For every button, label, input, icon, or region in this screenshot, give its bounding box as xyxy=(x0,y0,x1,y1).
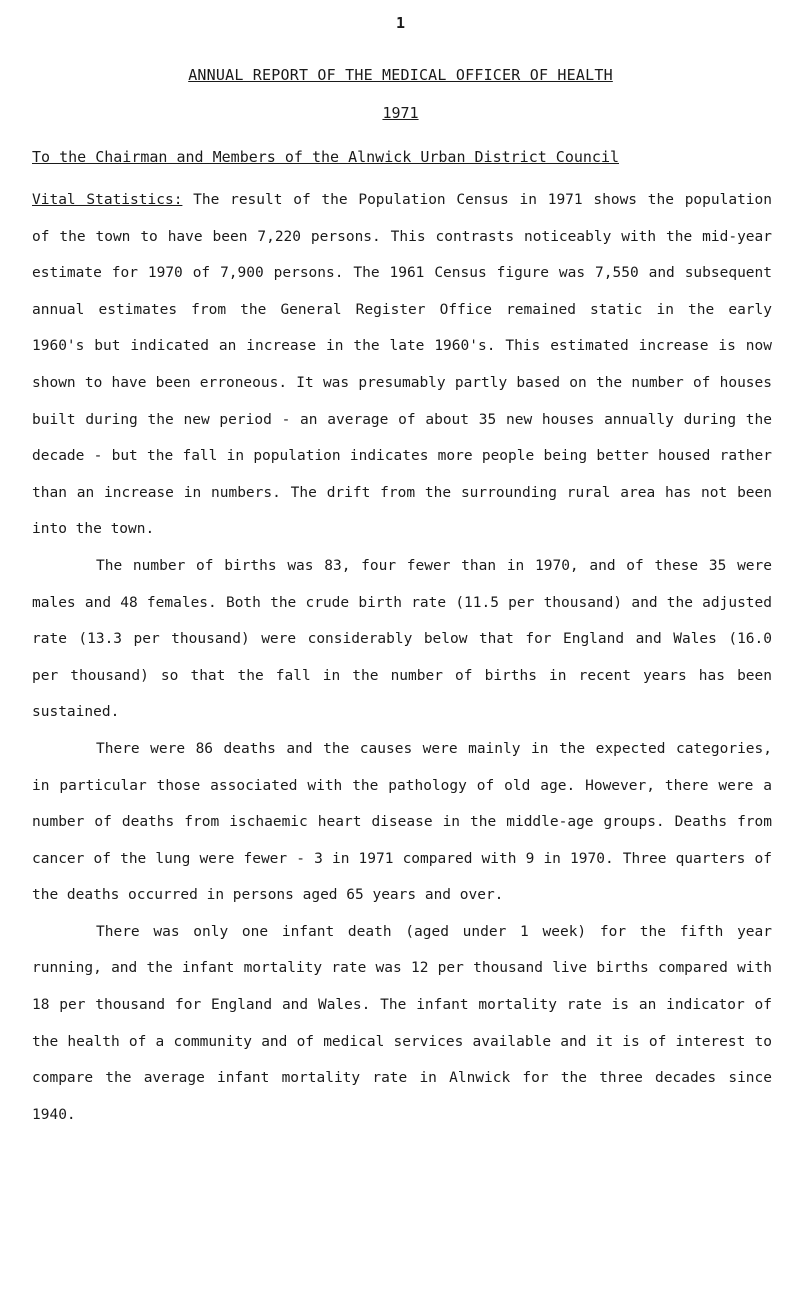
paragraph-vital-statistics xyxy=(32,182,772,548)
section-label: Vital Statistics: xyxy=(32,192,183,208)
paragraph-text: The result of the Population Census in 1971 shows the population of the town to have been 7,220 persons. This contrasts noticeably with the mid-year estimate for 1970 of 7,900 persons. The 1961 Census figure was 7,550 and subsequent annual estimates from the General Register Office remained static in the early 1960's but indicated an increase in the late 1960's. This estimated increase is now shown to have been erroneous. It was presumably partly based on the number of houses built during the new period - an average of about 35 new houses annually during the decade - but the fall in population indicates more people being better housed rather than an increase in numbers. The drift from the surrounding rural area has not been into the town. xyxy=(32,192,772,538)
report-year: 1971 xyxy=(382,104,419,122)
addressee-line: To the Chairman and Members of the Alnwick Urban District Council xyxy=(32,148,619,166)
report-body xyxy=(32,182,772,1133)
report-title: ANNUAL REPORT OF THE MEDICAL OFFICER OF HEALTH xyxy=(188,66,613,84)
paragraph-infant-mortality: There was only one infant death (aged under 1 week) for the fifth year running, and the infant mortality rate was 12 per thousand live births compared with 18 per thousand for England and Wales. The infant mortality rate is an indicator of the health of a community and of medical services available and it is of interest to compare the average infant mortality rate in Alnwick for the three decades since 1940. xyxy=(32,923,772,1123)
page-number: 1 xyxy=(395,14,406,32)
paragraph-deaths: There were 86 deaths and the causes were mainly in the expected categories, in particular those associated with the pathology of old age. However, there were a number of deaths from ischaemic heart disease in the middle-age groups. Deaths from cancer of the lung were fewer - 3 in 1971 compared with 9 in 1970. Three quarters of the deaths occurred in persons aged 65 years and over. xyxy=(32,740,772,904)
paragraph-births: The number of births was 83, four fewer than in 1970, and of these 35 were males and 48 females. Both the crude birth rate (11.5 per thousand) and the adjusted rate (13.3 per thousand) were considerably below that for England and Wales (16.0 per thousand) so that the fall in the number of births in recent years has been sustained. xyxy=(32,557,772,721)
